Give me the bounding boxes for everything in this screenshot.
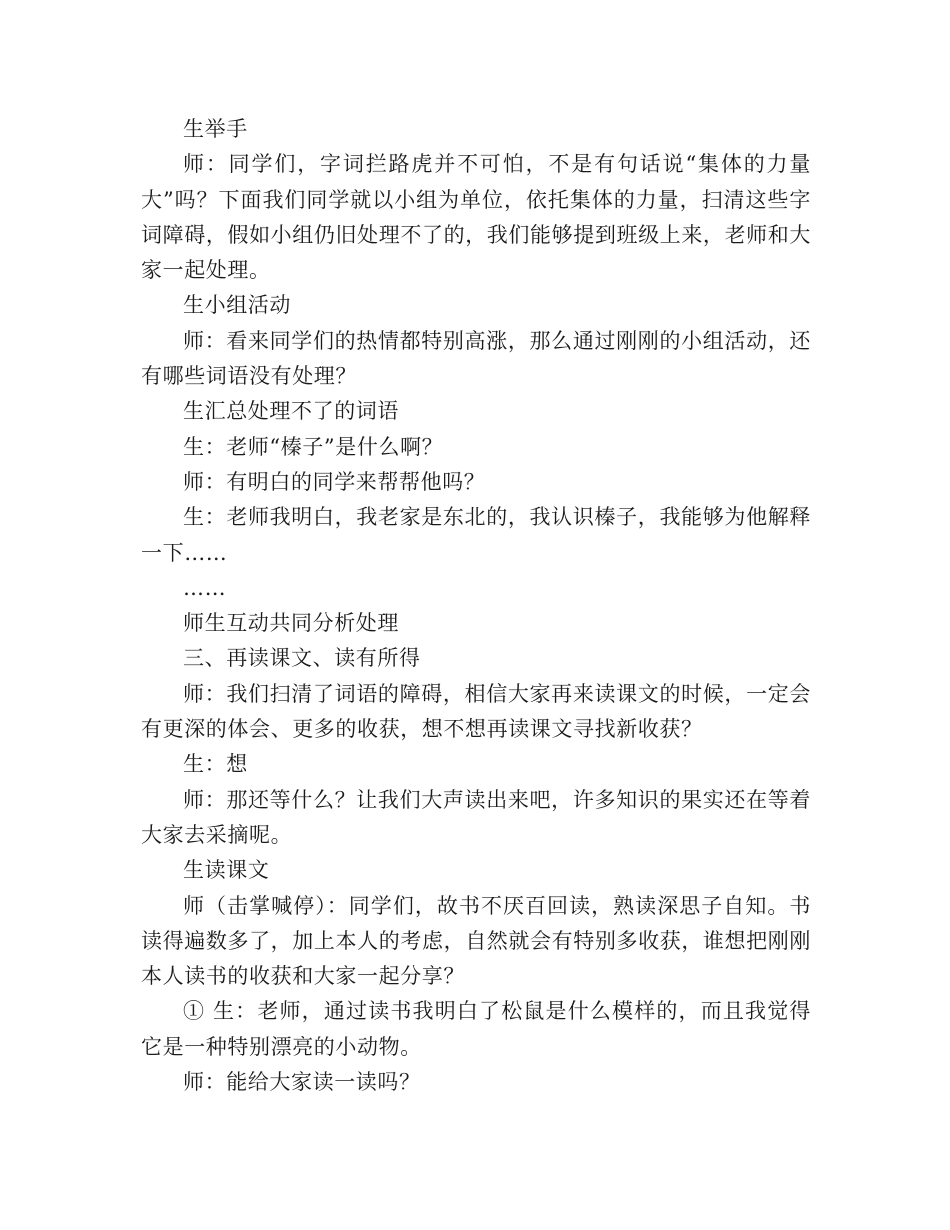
document-body: [141, 112, 811, 1100]
paragraph-teacher-reread: 师：我们扫清了词语的障碍，相信大家再来读课文的时候，一定会有更深的体会、更多的收获，想不想再读课文寻找新收获？: [141, 681, 811, 742]
section-heading-reread: 三、再读课文、读有所得: [183, 646, 421, 671]
paragraph-teacher-share: 师（击掌喊停）：同学们，故书不厌百回读，熟读深思子自知。书读得遍数多了，加上本人的考虑，自然就会有特别多收获，谁想把刚刚本人读书的收获和大家一起分享？: [141, 893, 811, 989]
paragraph-teacher-help: 师：有明白的同学来帮帮他吗？: [183, 469, 486, 494]
paragraph-student-want: 生：想: [183, 752, 248, 777]
paragraph-interaction: 师生互动共同分析处理: [183, 611, 399, 636]
paragraph-ellipsis: ……: [183, 575, 227, 600]
paragraph-teacher-read-request: 师：能给大家读一读吗？: [183, 1070, 421, 1095]
paragraph-teacher-read-aloud: 师：那还等什么？让我们大声读出来吧，许多知识的果实还在等着大家去采摘呢。: [141, 787, 811, 847]
paragraph-student-group-activity: 生小组活动: [183, 293, 291, 318]
paragraph-student-explain: 生：老师我明白，我老家是东北的，我认识榛子，我能够为他解释一下……: [141, 505, 811, 565]
paragraph-student-read: 生读课文: [183, 858, 270, 883]
paragraph-student-question: 生：老师“榛子”是什么啊？: [183, 434, 444, 459]
paragraph-teacher-ask-words: 师：看来同学们的热情都特别高涨，那么通过刚刚的小组活动，还有哪些词语没有处理？: [141, 328, 811, 389]
paragraph-teacher-group-work: 师：同学们，字词拦路虎并不可怕，不是有句话说“集体的力量大”吗？下面我们同学就以小组为单位，依托集体的力量，扫清这些字词障碍，假如小组仍旧处理不了的，我们能够提到班级上来，老师和大家一起处理。: [141, 152, 811, 283]
paragraph-student-raise-hands: 生举手: [183, 117, 248, 141]
paragraph-student-summary: 生汇总处理不了的词语: [183, 399, 399, 424]
paragraph-student-squirrel: ① 生：老师，通过读书我明白了松鼠是什么模样的，而且我觉得它是一种特别漂亮的小动物。: [141, 999, 811, 1059]
